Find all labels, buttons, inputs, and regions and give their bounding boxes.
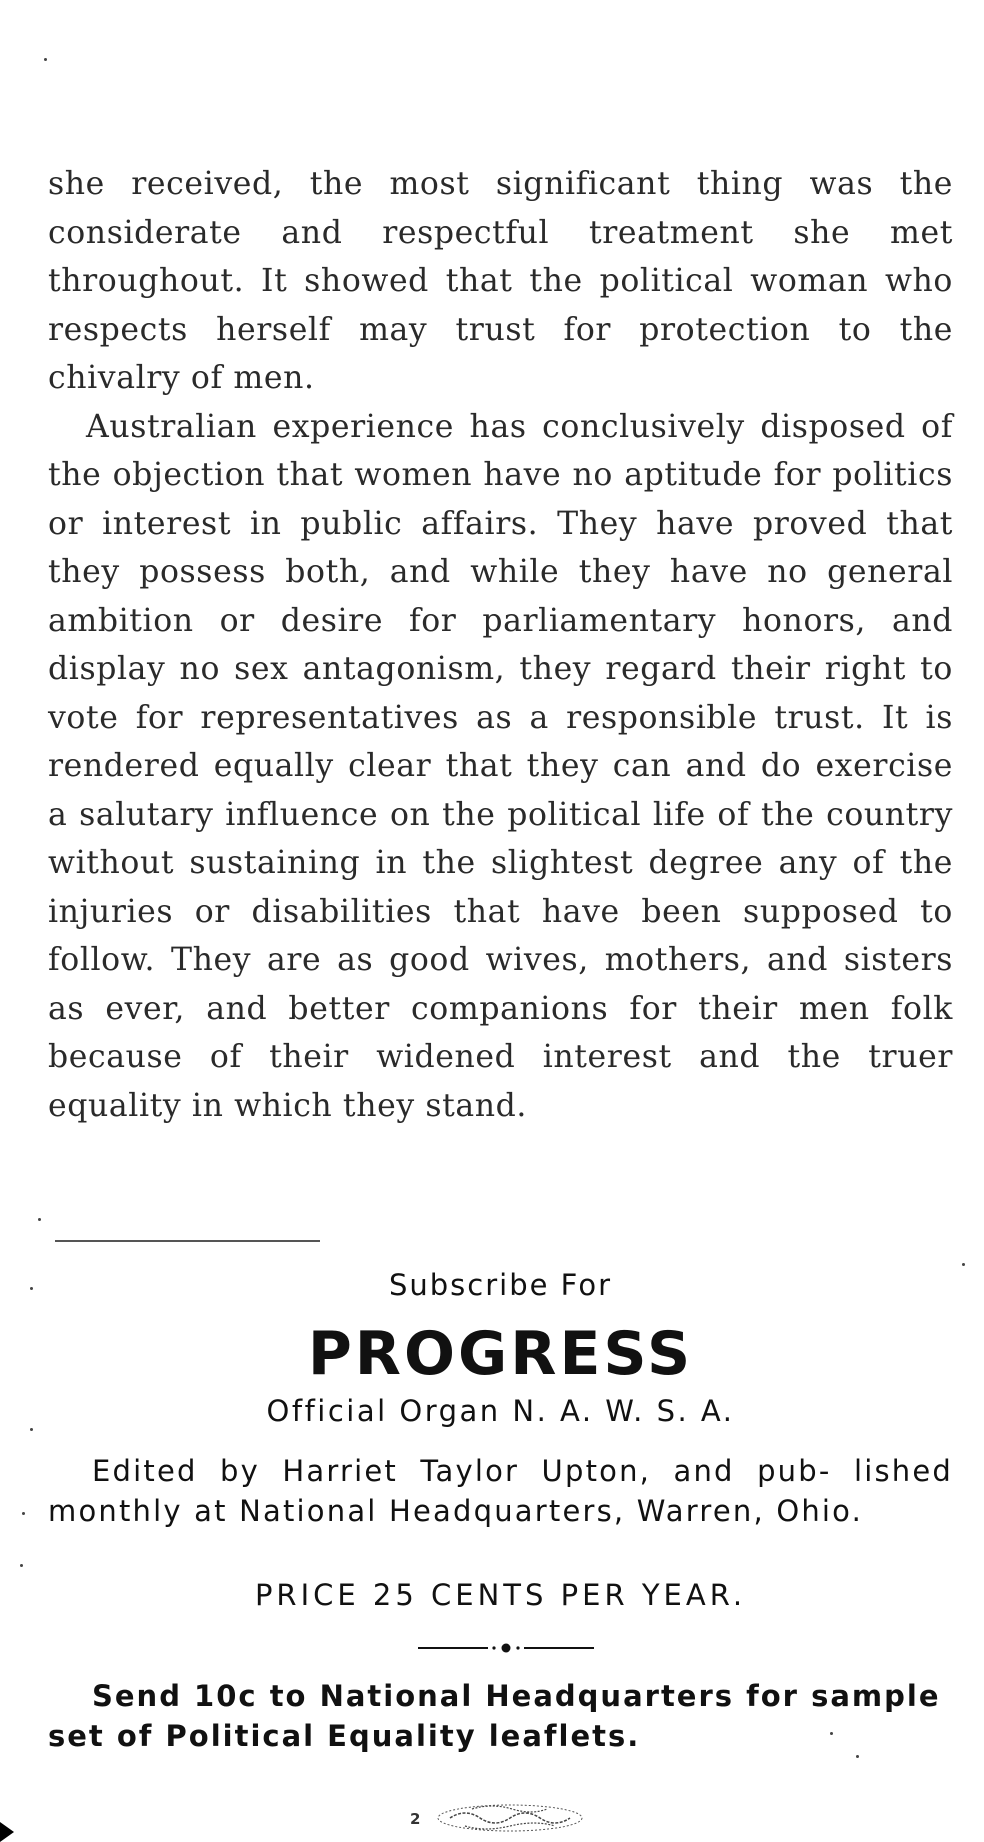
print-speck [44, 58, 47, 61]
print-speck [22, 1512, 25, 1515]
sample-offer [48, 1676, 953, 1756]
page-number: 2 [410, 1810, 421, 1828]
printer-mark [410, 1800, 590, 1834]
print-speck [962, 1263, 965, 1266]
print-speck [830, 1732, 833, 1735]
publication-title: PROGRESS [307, 1319, 694, 1389]
print-speck [20, 1564, 23, 1567]
editor-note [48, 1451, 953, 1531]
article-paragraph-1: she received, the most significant thing was the considerate and respectful treatment she met throughout. It showed that the political woman who respects herself may trust for protection to the chivalry of men. [48, 166, 953, 396]
publication-organ: Official Organ N. A. W. S. A. [266, 1394, 735, 1428]
sample-offer-line-1: Send 10c to National Headquarters for sample [92, 1679, 941, 1713]
print-speck [38, 1218, 41, 1221]
print-speck [30, 1287, 33, 1290]
subscription-price: PRICE 25 CENTS PER YEAR. [254, 1578, 747, 1612]
article-paragraph-2: Australian experience has conclusively disposed of the objection that women have no aptitude for politics or interest in public affairs. They have proved that they possess both, and while they have no general ambition or desire for parliamentary honors, and display no sex antagonism, they regard their right to vote for representatives as a responsible trust. It is rendered equally clear that they can and do exercise a salutary influence on the political life of the country without sustaining in the slightest degree any of the injuries or disabilities that have been supposed to follow. They are as good wives, mothers, and sisters as ever, and better companions for their men folk because of their widened interest and the truer equality in which they stand. [48, 408, 953, 1124]
editor-note-rest: lished monthly at National Headquarters, Warren, Ohio. [48, 1454, 953, 1528]
subscribe-heading: Subscribe For [388, 1268, 612, 1302]
article-body [48, 160, 953, 1130]
editor-note-line-1: Edited by Harriet Taylor Upton, and pub- [92, 1454, 832, 1488]
sample-offer-rest: set of Political Equality leaflets. [48, 1719, 641, 1753]
corner-mark [0, 1822, 14, 1842]
ornament-divider [418, 1642, 594, 1654]
print-speck [856, 1755, 859, 1758]
print-speck [30, 1428, 33, 1431]
union-label-stamp [410, 1800, 590, 1834]
section-divider [55, 1240, 320, 1242]
